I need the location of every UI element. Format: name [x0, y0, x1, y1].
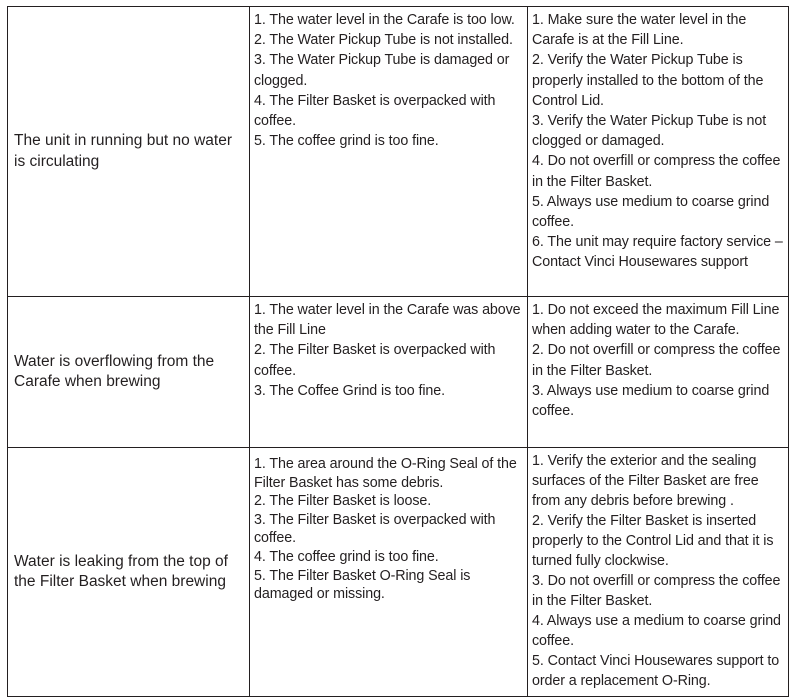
cause-item: 4. The coffee grind is too fine.: [254, 548, 439, 565]
solution-list: [532, 10, 784, 273]
solution-item: 1. Make sure the water level in the Carafe is at the Fill Line.: [532, 12, 747, 49]
solution-item: 1. Do not exceed the maximum Fill Line when adding water to the Carafe.: [532, 302, 780, 339]
solution-list: [532, 451, 784, 691]
cause-list: [254, 451, 523, 604]
solution-item: 5. Always use medium to coarse grind coffee.: [532, 193, 770, 231]
solution-item: 2. Verify the Water Pickup Tube is properly installed to the bottom of the Control Lid.: [532, 52, 764, 109]
solution-item: 3. Always use medium to coarse grind coffee.: [532, 382, 770, 420]
problem-cell: [8, 297, 250, 448]
table-row: [8, 297, 789, 448]
solution-cell: [528, 297, 789, 448]
cause-item: 2. The Filter Basket is overpacked with coffee.: [254, 342, 496, 379]
solution-cell: [528, 7, 789, 297]
cause-item: 1. The water level in the Carafe was above the Fill Line: [254, 302, 521, 339]
problem-text: Water is leaking from the top of the Filter Basket when brewing: [14, 552, 228, 590]
table-row: [8, 7, 789, 297]
cause-item: 3. The Filter Basket is overpacked with coffee.: [254, 511, 496, 547]
problem-cell: [8, 7, 250, 297]
solution-item: 4. Always use a medium to coarse grind coffee.: [532, 613, 781, 649]
problem-cell: [8, 448, 250, 697]
solution-item: 2. Verify the Filter Basket is inserted properly to the Control Lid and that it is turned fully clockwise.: [532, 513, 774, 569]
cause-item: 1. The area around the O-Ring Seal of the Filter Basket has some debris.: [254, 456, 517, 491]
solution-item: 1. Verify the exterior and the sealing surfaces of the Filter Basket are free from any debris before brewing .: [532, 453, 759, 509]
cause-cell: [250, 297, 528, 448]
solution-item: 2. Do not overfill or compress the coffee in the Filter Basket.: [532, 342, 781, 379]
solution-item: 4. Do not overfill or compress the coffee in the Filter Basket.: [532, 153, 781, 190]
cause-item: 4. The Filter Basket is overpacked with coffee.: [254, 92, 496, 130]
cause-cell: [250, 448, 528, 697]
cause-item: 2. The Filter Basket is loose.: [254, 493, 432, 510]
solution-item: 3. Do not overfill or compress the coffee in the Filter Basket.: [532, 573, 781, 609]
problem-text: The unit in running but no water is circulating: [14, 132, 232, 170]
cause-item: 2. The Water Pickup Tube is not installed.: [254, 32, 513, 49]
solution-item: 3. Verify the Water Pickup Tube is not clogged or damaged.: [532, 113, 767, 150]
cause-item: 3. The Water Pickup Tube is damaged or clogged.: [254, 52, 510, 89]
solution-item: 6. The unit may require factory service – Contact Vinci Housewares support: [532, 234, 783, 271]
table-row: [8, 448, 789, 697]
cause-list: [254, 10, 523, 151]
solution-cell: [528, 448, 789, 697]
solution-list: [532, 300, 784, 421]
cause-cell: [250, 7, 528, 297]
cause-item: 5. The Filter Basket O-Ring Seal is damaged or missing.: [254, 567, 471, 603]
solution-item: 5. Contact Vinci Housewares support to order a replacement O-Ring.: [532, 653, 780, 689]
cause-item: 1. The water level in the Carafe is too low.: [254, 12, 515, 28]
cause-item: 3. The Coffee Grind is too fine.: [254, 382, 445, 399]
cause-list: [254, 300, 523, 401]
cause-item: 5. The coffee grind is too fine.: [254, 133, 439, 150]
troubleshooting-table: [7, 6, 789, 697]
problem-text: Water is overflowing from the Carafe when brewing: [14, 352, 215, 390]
